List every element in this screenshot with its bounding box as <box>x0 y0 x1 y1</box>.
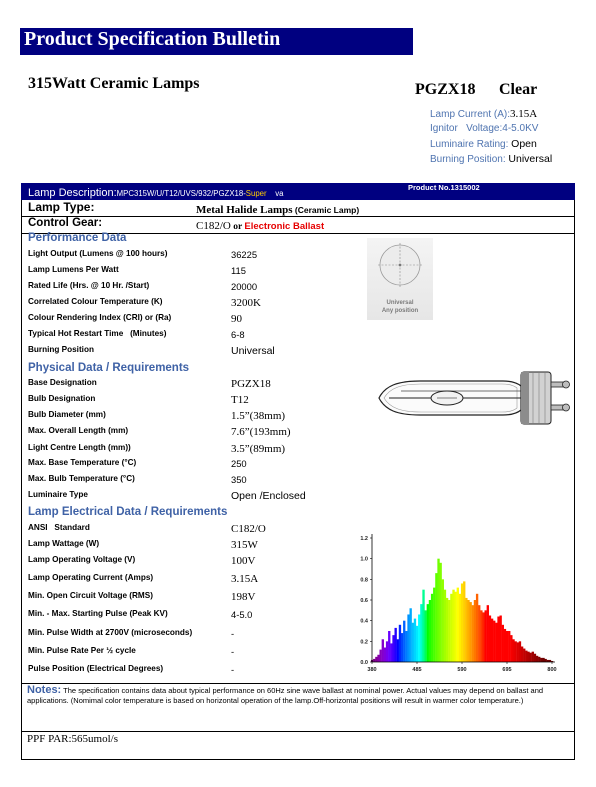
x-tick-label: 380 <box>367 667 377 673</box>
lamp-description-suffix: va <box>266 189 284 198</box>
spectrum-bar <box>384 648 386 662</box>
spectrum-bar <box>388 631 390 662</box>
spectrum-bar <box>472 605 474 662</box>
spectrum-bar <box>405 631 407 662</box>
spec-value: 7.6”(193mm) <box>231 426 291 438</box>
spectrum-bar <box>470 602 472 662</box>
spectrum-bar <box>545 659 547 662</box>
page-title: Product Specification Bulletin <box>24 28 281 50</box>
position-label-universal: Universal <box>386 300 414 306</box>
lamp-description-highlight: Super <box>245 189 267 198</box>
spectrum-bar <box>467 600 469 662</box>
spectrum-bar <box>416 626 418 662</box>
spec-label: Lamp Lumens Per Watt <box>28 265 119 274</box>
summary-value: Universal <box>508 153 553 165</box>
spectrum-bar <box>420 604 422 662</box>
position-label-any: Any position <box>381 308 419 314</box>
spec-value: 115 <box>231 265 246 276</box>
spectrum-bar <box>380 650 382 662</box>
spec-label: Lamp Wattage (W) <box>28 539 100 548</box>
spectrum-bar <box>461 583 463 662</box>
spec-row <box>28 443 358 459</box>
notes-label: Notes: <box>27 684 62 696</box>
spec-row <box>28 313 358 329</box>
spectrum-bar <box>534 654 536 662</box>
x-tick-label: 800 <box>547 667 557 673</box>
spec-value: 250 <box>231 458 247 469</box>
spectrum-bar <box>382 639 384 662</box>
spec-label: Rated Life (Hrs. @ 10 Hr. /Start) <box>28 281 150 290</box>
spectrum-bar <box>491 619 493 662</box>
product-line-title: 315Watt Ceramic Lamps <box>28 75 200 92</box>
spec-value: C182/O <box>231 523 266 535</box>
lamp-type-note: (Ceramic Lamp) <box>292 205 360 215</box>
spectrum-bar <box>519 641 521 662</box>
spectrum-bar <box>392 635 394 662</box>
spectrum-bar <box>476 594 478 662</box>
spec-row <box>28 523 358 539</box>
spectrum-bar <box>482 612 484 662</box>
spec-label: Luminaire Type <box>28 490 88 499</box>
spectral-distribution-chart <box>355 528 570 674</box>
spectrum-bar <box>465 598 467 662</box>
spec-value: 315W <box>231 539 258 551</box>
spectrum-bar <box>407 614 409 662</box>
y-tick-label: 0.6 <box>360 598 368 604</box>
spectrum-bar <box>375 657 377 662</box>
summary-label: Luminaire Rating: <box>430 139 512 150</box>
spec-value: 4-5.0 <box>231 609 253 620</box>
spectrum-bar <box>450 594 452 662</box>
spectrum-bar <box>401 633 403 662</box>
spec-label: Bulb Diameter (mm) <box>28 410 106 419</box>
spectrum-bar <box>399 625 401 662</box>
spec-value: - <box>231 628 235 639</box>
spectrum-bar <box>502 625 504 662</box>
summary-label: Lamp Current (A): <box>430 109 511 120</box>
spectrum-bar <box>517 642 519 662</box>
spectrum-bar <box>480 610 482 662</box>
spectrum-bar <box>495 623 497 662</box>
spectrum-bar <box>403 621 405 662</box>
model-code: PGZX18 <box>415 81 476 98</box>
spec-label: Light Output (Lumens @ 100 hours) <box>28 249 168 258</box>
spectrum-bar <box>504 629 506 662</box>
product-number: Product No.1315002 <box>408 183 480 192</box>
spec-row <box>28 426 358 442</box>
spec-label: Max. Bulb Temperature (°C) <box>28 474 135 483</box>
spectrum-bar <box>542 658 544 662</box>
spectrum-bar <box>377 655 379 662</box>
ppf-par-value: PPF PAR:565umol/s <box>27 733 118 745</box>
lamp-description <box>28 183 284 200</box>
summary-burning-position <box>430 153 552 168</box>
spectrum-bar <box>536 656 538 662</box>
summary-value: Open <box>511 138 537 150</box>
spectrum-bar <box>410 608 412 662</box>
spec-value: 36225 <box>231 249 258 260</box>
center-dot <box>399 264 402 267</box>
lamp-type-label: Lamp Type: <box>28 200 95 214</box>
spec-row <box>28 539 358 555</box>
spec-row <box>28 394 358 410</box>
spec-label: Min. Pulse Rate Per ½ cycle <box>28 646 136 655</box>
spec-row <box>28 297 358 313</box>
spec-row <box>28 345 358 361</box>
spectrum-bar <box>474 600 476 662</box>
spectrum-bar <box>489 616 491 663</box>
summary-label: Ignitor Voltage: <box>430 123 503 134</box>
spectrum-bar <box>444 590 446 662</box>
control-gear-connector: or <box>230 222 245 232</box>
spectrum-bar <box>538 657 540 662</box>
summary-ignitor-voltage <box>430 123 538 138</box>
base-pin-tip <box>563 404 570 411</box>
control-gear-main: C182/O <box>196 220 231 232</box>
spec-value: PGZX18 <box>231 378 271 390</box>
spec-row <box>28 249 358 265</box>
spectrum-bar <box>437 559 439 662</box>
summary-value: 4-5.0KV <box>502 123 539 134</box>
spectrum-bar <box>422 590 424 662</box>
spectrum-bar <box>435 573 437 662</box>
spec-label: Light Centre Length (mm)) <box>28 443 131 452</box>
spec-label: Min. - Max. Starting Pulse (Peak KV) <box>28 609 168 618</box>
spec-label: Lamp Operating Voltage (V) <box>28 555 136 564</box>
spec-label: Max. Overall Length (mm) <box>28 426 129 435</box>
spectrum-bar <box>523 649 525 662</box>
spectrum-bar <box>487 605 489 662</box>
spec-value: - <box>231 664 235 675</box>
spectrum-bar <box>431 594 433 662</box>
spec-label: Min. Pulse Width at 2700V (microseconds) <box>28 628 193 637</box>
spectrum-bar <box>448 600 450 662</box>
spec-label: Max. Base Temperature (°C) <box>28 458 137 467</box>
finish-label: Clear <box>499 81 538 98</box>
spec-value: 90 <box>231 313 242 325</box>
spec-value: 6-8 <box>231 329 245 340</box>
spec-row <box>28 490 358 506</box>
lamp-type-main: Metal Halide Lamps <box>196 204 293 216</box>
base-collar <box>521 372 529 424</box>
title-bar <box>20 28 413 55</box>
spectrum-bar <box>429 600 431 662</box>
spec-label: Colour Rendering Index (CRI) or (Ra) <box>28 313 172 322</box>
x-tick-label: 695 <box>502 667 512 673</box>
lamp-description-code: MPC315W/U/T12/UVS/932/PGZX18- <box>116 189 246 198</box>
lamp-description-label: Lamp Description: <box>28 187 117 199</box>
spectrum-bar <box>373 659 375 662</box>
y-tick-label: 0.4 <box>360 618 368 625</box>
spectrum-bar <box>532 652 534 662</box>
spectrum-bar <box>540 658 542 662</box>
spec-row <box>28 474 358 490</box>
spectrum-bar <box>508 631 510 662</box>
spectrum-bar <box>463 581 465 662</box>
spectrum-bar <box>512 639 514 662</box>
spec-row <box>28 664 358 680</box>
spec-label: Pulse Position (Electrical Degrees) <box>28 664 164 673</box>
spectrum-bar <box>433 588 435 662</box>
spectrum-bar <box>425 610 427 662</box>
spec-label: Base Designation <box>28 378 97 387</box>
spectrum-bar <box>459 594 461 662</box>
spec-label: Burning Position <box>28 345 94 354</box>
spectrum-bar <box>414 619 416 662</box>
summary-label: Burning Position: <box>430 154 509 165</box>
spec-row <box>28 378 358 394</box>
spec-row <box>28 573 358 589</box>
summary-luminaire-rating <box>430 138 537 153</box>
spec-label: Min. Open Circuit Voltage (RMS) <box>28 591 153 600</box>
y-tick-label: 0.0 <box>360 660 368 666</box>
spectrum-bar <box>427 604 429 662</box>
spec-row <box>28 609 358 625</box>
x-tick-label: 485 <box>412 667 422 673</box>
notes-text: The specification contains data about typical performance on 60Hz sine wave ballast at nominal power. Actual values may depend on ballast and applications. (Nomimal color temperature is based on horizontal operation of the lamp.Off-horizontal positions will result in warmer color temperature.) <box>27 686 544 705</box>
spec-value: 100V <box>231 555 256 567</box>
y-tick-label: 0.8 <box>360 577 368 584</box>
lamp-type-value <box>196 200 359 217</box>
spec-row <box>28 281 358 297</box>
section-heading-physical: Physical Data / Requirements <box>28 362 190 374</box>
spectrum-bar <box>500 616 502 663</box>
spectrum-bar <box>455 592 457 662</box>
spec-row <box>28 458 358 474</box>
spec-value: 3.15A <box>231 573 259 585</box>
spec-row <box>28 646 358 662</box>
spec-row <box>28 555 358 571</box>
spectrum-bar <box>390 643 392 662</box>
spec-value: Open /Enclosed <box>231 490 306 502</box>
summary-lamp-current <box>430 108 537 123</box>
spec-row <box>28 329 358 345</box>
spectrum-bar <box>521 647 523 663</box>
y-tick-label: 1.0 <box>360 556 368 563</box>
spec-value: - <box>231 646 235 657</box>
spec-value: T12 <box>231 394 249 406</box>
spec-value: 1.5”(38mm) <box>231 410 286 422</box>
spectrum-bar <box>497 617 499 662</box>
spec-value: 20000 <box>231 281 258 292</box>
spec-value: Universal <box>231 345 275 357</box>
spec-value: 350 <box>231 474 247 485</box>
spectrum-bar <box>442 579 444 662</box>
control-gear-label: Control Gear: <box>28 217 103 229</box>
spectrum-bar <box>440 563 442 662</box>
spectrum-bar <box>493 621 495 662</box>
summary-value: 3.15A <box>510 108 538 120</box>
x-tick-label: 590 <box>457 667 467 673</box>
spec-label: Correlated Colour Temperature (K) <box>28 297 163 306</box>
y-tick-label: 0.2 <box>360 639 368 646</box>
spectrum-bar <box>397 639 399 662</box>
spectrum-bar <box>478 605 480 662</box>
spectrum-bar <box>506 631 508 662</box>
control-gear-alt: Electronic Ballast <box>244 221 325 232</box>
spectrum-bar <box>395 628 397 662</box>
burning-position-diagram <box>367 238 433 320</box>
spec-label: Bulb Designation <box>28 394 96 403</box>
spectrum-bar <box>452 590 454 662</box>
spec-row <box>28 265 358 281</box>
spectrum-bar <box>515 641 517 662</box>
spec-value: 198V <box>231 591 256 603</box>
spec-row <box>28 410 358 426</box>
spec-row <box>28 628 358 644</box>
spec-label: Typical Hot Restart Time (Minutes) <box>28 329 167 338</box>
spectrum-bar <box>525 651 527 662</box>
spec-label: Lamp Operating Current (Amps) <box>28 573 154 582</box>
lamp-drawing <box>375 366 573 426</box>
spectrum-bar <box>418 614 420 662</box>
y-tick-label: 1.2 <box>360 536 368 542</box>
spectrum-bar <box>386 641 388 662</box>
spectrum-bar <box>457 588 459 662</box>
spectrum-bar <box>510 635 512 662</box>
control-gear-value <box>196 217 324 233</box>
spec-label: ANSI Standard <box>28 523 90 532</box>
spectrum-bar <box>412 623 414 662</box>
spec-value: 3200K <box>231 297 261 309</box>
spectrum-bar <box>485 610 487 662</box>
spectrum-bar <box>530 653 532 662</box>
base-pin-tip <box>563 381 570 388</box>
spec-row <box>28 591 358 607</box>
spectrum-bar <box>527 652 529 662</box>
spec-value: 3.5”(89mm) <box>231 443 286 455</box>
section-heading-electrical: Lamp Electrical Data / Requirements <box>28 506 228 518</box>
notes <box>27 684 572 705</box>
spectrum-bar <box>446 598 448 662</box>
section-heading-performance: Performance Data <box>28 232 127 244</box>
